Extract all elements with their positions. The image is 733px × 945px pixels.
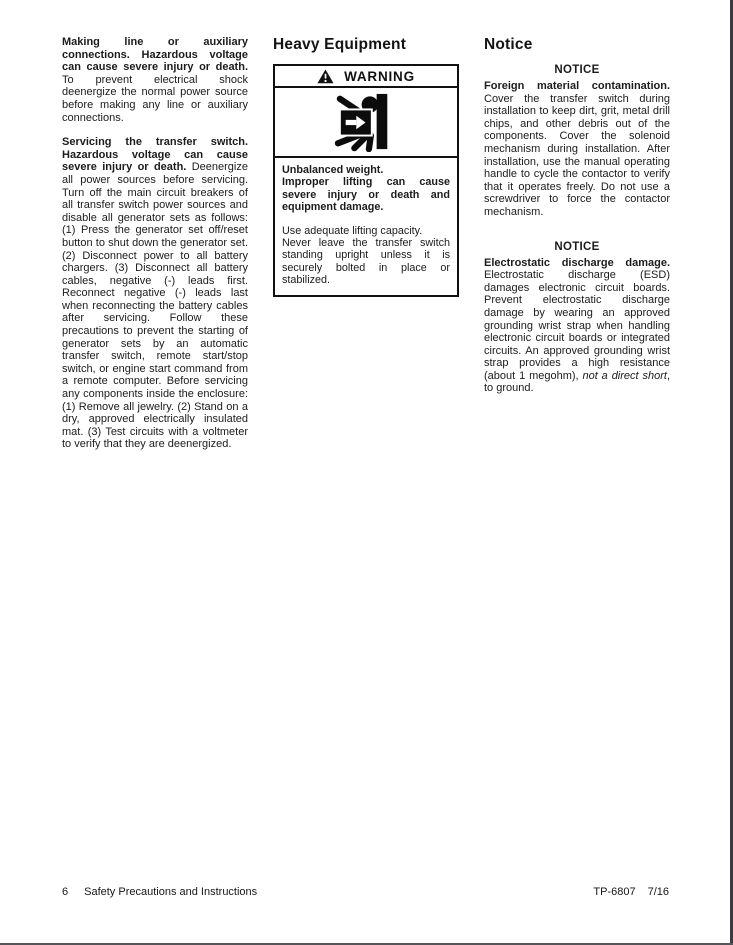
paragraph-servicing-switch <box>62 136 248 451</box>
notice-paragraph <box>484 257 670 396</box>
warning-box-text <box>275 158 457 295</box>
notice-heading: Notice <box>484 36 533 53</box>
notice-lead: Electrostatic discharge damage. <box>484 256 670 269</box>
footer-right <box>593 886 669 898</box>
warning-hazard-statement <box>282 164 450 214</box>
warning-label: WARNING <box>344 68 415 84</box>
warning-hazard-line1: Unbalanced weight. <box>282 164 384 176</box>
warning-box-header <box>275 66 457 88</box>
paragraph-body: To prevent electrical shock deenergize the normal power source before making any line or auxiliary connections. <box>62 73 248 124</box>
notice-separator-space <box>484 231 670 241</box>
notice-paragraph <box>484 80 670 219</box>
notice-header: NOTICE <box>554 240 600 253</box>
crush-hazard-icon <box>330 92 402 152</box>
notice-foreign-material <box>484 64 670 219</box>
notice-esd-damage <box>484 241 670 396</box>
notice-italic-phrase: not a direct short <box>582 369 667 382</box>
page-number: 6 <box>62 886 69 898</box>
notice-body: Electrostatic discharge (ESD) damages electronic circuit boards. Prevent electrostatic discharge damage by wearing an approved grounding wrist strap when handling electronic circuit boards or integrated circuits. An approved grounding wrist strap provides a high resistance (about 1 megohm), not a direct short, to ground. <box>484 269 670 395</box>
notice-lead: Foreign material contamination. <box>484 80 670 92</box>
footer-title: Safety Precautions and Instructions <box>84 886 258 898</box>
warning-hazard-rest: Improper lifting can cause severe injury or death and equipment damage. <box>282 176 450 214</box>
warning-icon-area <box>275 88 457 158</box>
middle-column <box>273 36 459 297</box>
heavy-equipment-heading: Heavy Equipment <box>273 36 407 53</box>
paragraph-body: Deenergize all power sources before servicing. Turn off the main circuit breakers of all transfer switch power sources and disable all generator sets as follows: (1) Press the generator set off/reset button to shut down the generator set. (2) Disconnect power to all battery chargers. (3) Disconnect all battery cables, negative (-) leads first. Reconnect negative (-) leads last when reconnecting the battery cables after servicing. Follow these precautions to prevent the starting of generator sets by an automatic transfer switch, remote start/stop switch, or engine start command from a remote computer. Before servicing any components inside the enclosure: (1) Remove all jewelry. (2) Stand on a dry, approved electrically insulated mat. (3) Test circuits with a voltmeter to verify that they are deenergized. <box>62 161 248 451</box>
doc-revision: 7/16 <box>647 886 669 898</box>
warning-avoidance-statement <box>282 225 450 287</box>
warning-box <box>273 64 459 297</box>
paragraph-making-connections <box>62 36 248 124</box>
warning-triangle-icon <box>317 69 334 84</box>
notice-header: NOTICE <box>554 64 600 76</box>
page-footer <box>62 886 669 898</box>
notice-column <box>484 36 670 407</box>
warning-avoidance-line1: Use adequate lifting capacity. <box>282 224 423 237</box>
notice-body: Cover the transfer switch during installation to keep dirt, grit, metal drill chips, and other debris out of the components. Cover the solenoid mechanism during installation. After installation, use the manual operating handle to cycle the contactor to verify that it operates freely. Do not use a screwdriver to force the contactor mechanism. <box>484 92 670 218</box>
paragraph-lead: Servicing the transfer switch. Hazardous voltage can cause severe injury or death. <box>62 136 248 174</box>
footer-left <box>62 886 257 898</box>
paragraph-lead: Making line or auxiliary connections. Hazardous voltage can cause severe injury or death. <box>62 36 248 74</box>
warning-avoidance-rest: Never leave the transfer switch standing upright unless it is securely bolted in place or stabilized. <box>282 237 450 287</box>
left-text-column <box>62 36 248 463</box>
doc-number: TP-6807 <box>593 886 636 898</box>
